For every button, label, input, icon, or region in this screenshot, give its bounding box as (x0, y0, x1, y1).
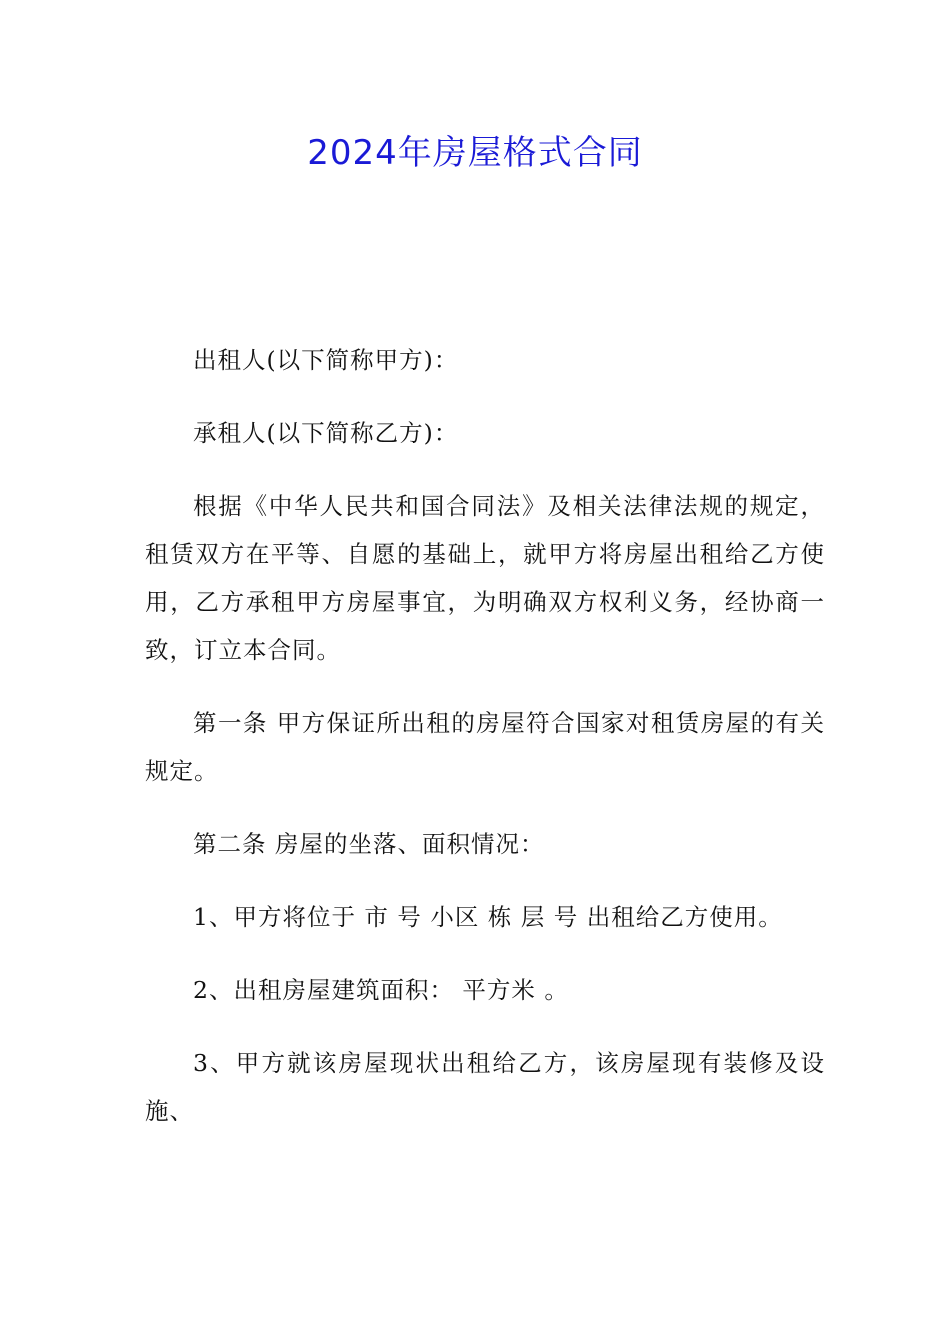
document-title: 2024年房屋格式合同 (307, 133, 643, 173)
paragraph-article-2: 第二条 房屋的坐落、面积情况： (193, 830, 545, 858)
document-body (145, 336, 825, 1160)
paragraph-lessee: 承租人(以下简称乙方)： (193, 419, 459, 447)
paragraph-item-3: 3、甲方就该房屋现状出租给乙方，该房屋现有装修及设施、 (145, 1049, 825, 1125)
paragraph-lessor: 出租人(以下简称甲方)： (193, 346, 459, 374)
paragraph-item-1: 1、甲方将位于 市 号 小区 栋 层 号 出租给乙方使用。 (193, 903, 783, 931)
paragraph-item-2: 2、出租房屋建筑面积： 平方米 。 (193, 976, 569, 1004)
paragraph-article-1: 第一条 甲方保证所出租的房屋符合国家对租赁房屋的有关规定。 (145, 709, 825, 785)
paragraph-preamble: 根据《中华人民共和国合同法》及相关法律法规的规定，租赁双方在平等、自愿的基础上，就甲方将房屋出租给乙方使用，乙方承租甲方房屋事宜，为明确双方权利义务，经协商一致，订立本合同。 (145, 492, 825, 664)
